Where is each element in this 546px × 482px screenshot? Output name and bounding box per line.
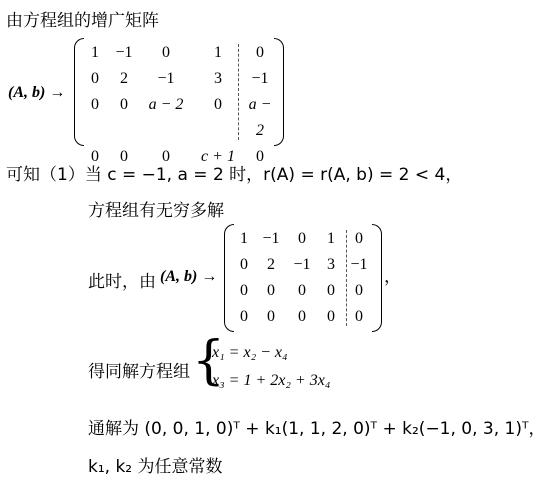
condition-text: 可知（1）当 c = −1, a = 2 时，r(A) = r(A, b) = 2 < 4，	[6, 165, 463, 185]
aug1-cell: 1	[91, 44, 99, 61]
system-brace: {	[192, 331, 226, 391]
aug1-cell: −1	[115, 44, 133, 61]
augment-divider-2	[346, 230, 347, 326]
aug2-cell: 1	[327, 230, 335, 247]
aug1-cell: 0	[162, 148, 170, 165]
aug-label-1	[8, 84, 65, 102]
aug1-cell: c + 1	[201, 148, 235, 165]
equation-1: x₁ = x₂ − x₄	[212, 344, 288, 361]
homsys-prefix: 得同解方程组	[88, 362, 190, 382]
aug2-cell: 0	[327, 308, 335, 325]
aug-label-1-text: (A, b) →	[8, 84, 66, 101]
aug1-cell: 0	[256, 148, 264, 165]
aug2-cell: 0	[298, 308, 306, 325]
aug1-cell: 3	[214, 70, 222, 87]
augmented-matrix-1	[74, 38, 284, 165]
aug1-cell: 0	[256, 44, 264, 61]
infinite-text: 方程组有无穷多解	[88, 201, 224, 221]
aug2-cell: 0	[355, 308, 363, 325]
aug1-cell: −1	[251, 70, 269, 87]
aug1-cell: −1	[157, 70, 175, 87]
aug2-cell: 0	[267, 282, 275, 299]
aug2-cell: 0	[298, 282, 306, 299]
aug1-cell: 0	[91, 70, 99, 87]
aug2-prefix: 此时，由	[88, 272, 156, 292]
augment-divider-1	[238, 44, 239, 140]
aug2-suffix: ，	[384, 267, 401, 287]
aug2-cell: −1	[262, 230, 280, 247]
aug1-cell: 0	[91, 148, 99, 165]
general-solution: 通解为 (0, 0, 1, 0)ᵀ + k₁(1, 1, 2, 0)ᵀ + k₂(−1, 0, 3, 1)ᵀ，	[88, 419, 546, 439]
aug1-cell: 2	[120, 70, 128, 87]
aug2-cell: 0	[240, 256, 248, 273]
intro-text: 由方程组的增广矩阵	[6, 11, 159, 31]
matrix-2-cells	[232, 226, 374, 330]
aug2-cell: 0	[298, 230, 306, 247]
constants-text: k₁, k₂ 为任意常数	[88, 457, 223, 477]
aug1-cell: 0	[120, 148, 128, 165]
aug2-cell: 0	[355, 282, 363, 299]
aug-label-2: (A, b) →	[160, 268, 218, 285]
aug1-cell: 0	[214, 96, 222, 113]
aug2-cell: 0	[355, 230, 363, 247]
aug1-cell: a − 2	[148, 96, 184, 113]
matrix-1-cells	[82, 40, 276, 170]
aug1-cell: 1	[214, 44, 222, 61]
aug2-cell: 3	[327, 256, 335, 273]
aug2-cell: 0	[327, 282, 335, 299]
aug1-cell: 0	[162, 44, 170, 61]
aug2-cell: 2	[267, 256, 275, 273]
aug2-cell: −1	[350, 256, 368, 273]
aug1-cell: a − 2	[248, 96, 272, 139]
equation-2: x₃ = 1 + 2x₂ + 3x₄	[212, 372, 331, 389]
augmented-matrix-2	[224, 224, 382, 332]
aug1-cell: 0	[120, 96, 128, 113]
aug2-cell: 0	[267, 308, 275, 325]
aug2-cell: 0	[240, 282, 248, 299]
aug1-cell: 0	[91, 96, 99, 113]
aug2-cell: 0	[240, 308, 248, 325]
aug2-cell: −1	[293, 256, 311, 273]
aug2-cell: 1	[240, 230, 248, 247]
